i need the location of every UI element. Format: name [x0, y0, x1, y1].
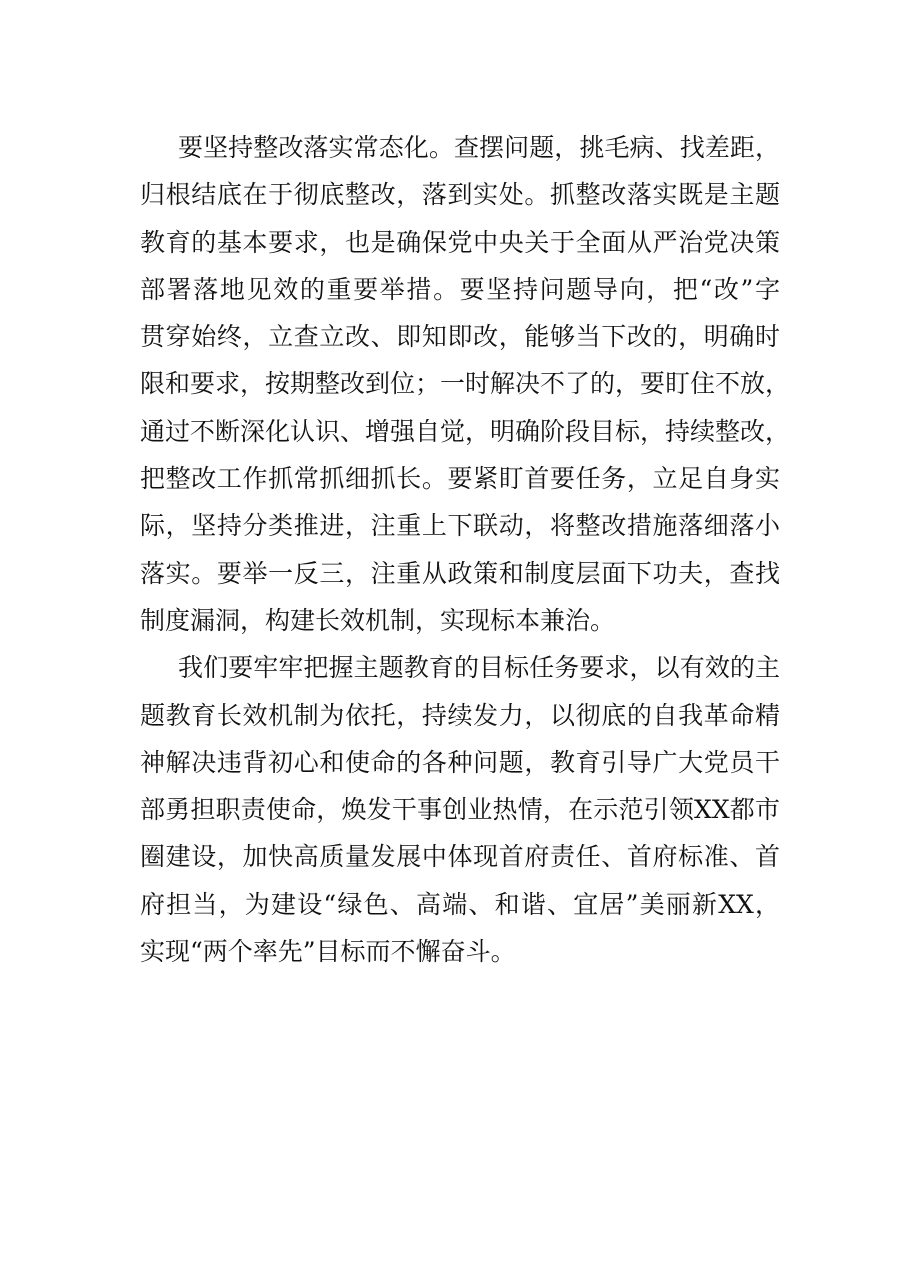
paragraph-line: 归根结底在于彻底整改，落到实处。抓整改落实既是主题 [140, 180, 780, 210]
paragraph-line: 题教育长效机制为依托，持续发力，以彻底的自我革命精 [140, 700, 780, 730]
paragraph-line: 实现“两个率先”目标而不懈奋斗。 [140, 937, 516, 967]
paragraph-line: 府担当，为建设“绿色、高端、和谐、宜居”美丽新XX， [140, 889, 780, 919]
paragraph-line: 我们要牢牢把握主题教育的目标任务要求，以有效的主 [178, 653, 780, 683]
paragraph-2 [140, 644, 780, 975]
paragraph-line: 贯穿始终，立查立改、即知即改，能够当下改的，明确时 [140, 322, 780, 352]
paragraph-line: 落实。要举一反三，注重从政策和制度层面下功夫，查找 [140, 558, 780, 588]
paragraph-line: 通过不断深化认识、增强自觉，明确阶段目标，持续整改， [140, 416, 791, 446]
paragraph-line: 把整改工作抓常抓细抓长。要紧盯首要任务，立足自身实 [140, 464, 780, 494]
paragraph-line: 圈建设，加快高质量发展中体现首府责任、首府标准、首 [140, 842, 780, 872]
paragraph-line: 部署落地见效的重要举措。要坚持问题导向，把“改”字 [140, 274, 780, 304]
document-body [140, 124, 791, 975]
paragraph-line: 际，坚持分类推进，注重上下联动，将整改措施落细落小 [140, 511, 780, 541]
paragraph-line: 神解决违背初心和使命的各种问题，教育引导广大党员干 [140, 747, 780, 777]
paragraph-1 [140, 124, 791, 644]
paragraph-line: 制度漏洞，构建长效机制，实现标本兼治。 [140, 605, 616, 635]
paragraph-line: 部勇担职责使命，焕发干事创业热情，在示范引领XX都市 [140, 795, 780, 825]
paragraph-line: 限和要求，按期整改到位；一时解决不了的，要盯住不放， [140, 369, 791, 399]
paragraph-line: 要坚持整改落实常态化。查摆问题，挑毛病、找差距， [178, 133, 780, 162]
paragraph-line: 教育的基本要求，也是确保党中央关于全面从严治党决策 [140, 227, 780, 257]
